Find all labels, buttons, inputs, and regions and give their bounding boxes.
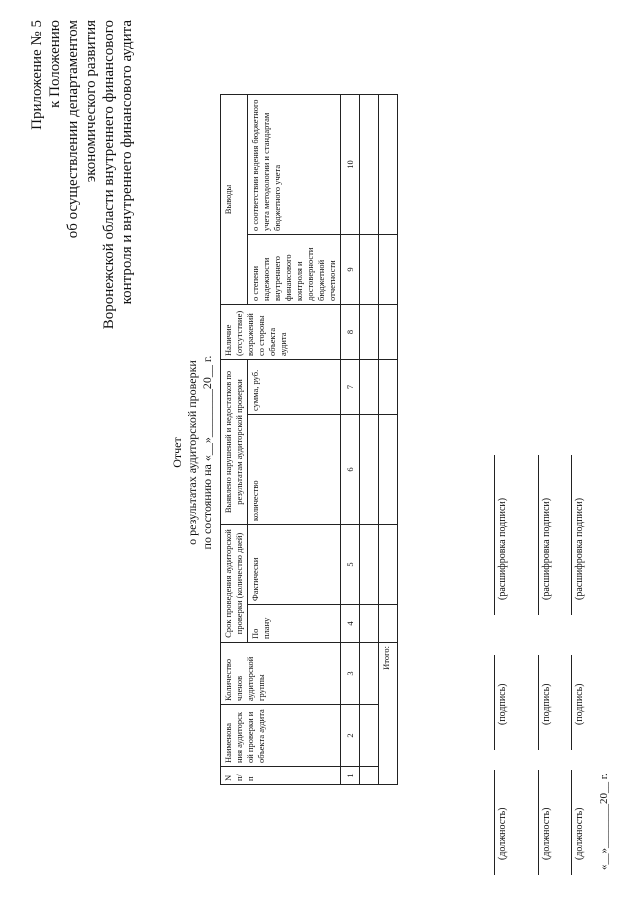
header-line: Приложение № 5 <box>29 20 45 130</box>
table-cell <box>379 94 398 234</box>
table-cell <box>360 605 379 643</box>
table-cell <box>360 643 379 705</box>
signature-label: (подпись) <box>497 683 508 725</box>
column-number: 1 <box>341 767 360 785</box>
report-subtitle: о результатах аудиторской проверки <box>185 360 199 545</box>
table-cell <box>379 360 398 415</box>
signature-label: (подпись) <box>574 683 585 725</box>
signature-label: (подпись) <box>541 683 552 725</box>
header-name: Наименова ния аудиторск ой проверки и объекта аудита <box>221 705 341 767</box>
column-number: 7 <box>341 360 360 415</box>
table-cell <box>379 235 398 305</box>
header-violations-sum: сумма, руб. <box>248 360 341 415</box>
position-label: (должность) <box>574 807 585 860</box>
signature-line <box>493 655 495 750</box>
decoding-line <box>493 455 495 615</box>
header-members: Количество членов аудиторской группы <box>221 643 341 705</box>
table-cell <box>379 605 398 643</box>
total-row <box>379 94 398 784</box>
column-number: 6 <box>341 415 360 525</box>
column-number: 5 <box>341 525 360 605</box>
audit-results-table <box>220 94 398 785</box>
header-conclusion-compliance: о соответствии ведения бюджетного учета методологии и стандартам бюджетного учета <box>248 94 341 234</box>
appendix-header <box>28 20 136 329</box>
table-cell <box>360 360 379 415</box>
header-term: Срок проведения аудиторской проверки (количество дней) <box>221 525 248 643</box>
header-objections: Наличие (отсутствие) возражений со стороны объекта аудита <box>221 305 341 360</box>
column-number: 8 <box>341 305 360 360</box>
signature-line <box>537 655 539 750</box>
column-number: 9 <box>341 235 360 305</box>
position-label: (должность) <box>541 807 552 860</box>
table-cell <box>360 235 379 305</box>
position-line <box>537 770 539 875</box>
report-title: Отчет <box>170 437 184 468</box>
header-term-fact: Фактически <box>248 525 341 605</box>
report-date-line: по состоянию на «__»________20__ г. <box>200 355 214 550</box>
table-cell <box>360 525 379 605</box>
position-line <box>493 770 495 875</box>
report-title-block <box>170 0 215 905</box>
header-conclusions: Выводы <box>221 94 248 304</box>
signature-line <box>570 655 572 750</box>
header-conclusion-reliability: о степени надежности внутреннего финансового контроля и достоверности бюджетной отчетности <box>248 235 341 305</box>
table-cell <box>360 705 379 767</box>
header-violations-count: количество <box>248 415 341 525</box>
decoding-line <box>570 455 572 615</box>
header-line: Воронежской области внутреннего финансового <box>101 20 117 330</box>
header-line: контроля и внутреннего финансового аудита <box>119 20 135 305</box>
table-cell <box>379 305 398 360</box>
table-cell <box>360 767 379 785</box>
position-label: (должность) <box>497 807 508 860</box>
table-cell <box>360 415 379 525</box>
header-term-plan: По плану <box>248 605 341 643</box>
header-violations: Выявлено нарушений и недостатков по результатам аудиторской проверки <box>221 360 248 525</box>
column-number: 10 <box>341 94 360 234</box>
header-line: к Положению <box>47 20 63 108</box>
column-number: 4 <box>341 605 360 643</box>
header-line: экономического развития <box>83 20 99 183</box>
decoding-label: (расшифровка подписи) <box>497 497 508 600</box>
header-num: N п/п <box>221 767 341 785</box>
decoding-line <box>537 455 539 615</box>
column-number-row <box>341 94 360 784</box>
position-line <box>570 770 572 875</box>
column-number: 2 <box>341 705 360 767</box>
footer-date: «__»________20__ г. <box>598 773 610 870</box>
table-cell <box>360 94 379 234</box>
total-label: Итого: <box>379 643 398 785</box>
column-number: 3 <box>341 643 360 705</box>
table-cell <box>360 305 379 360</box>
table-cell <box>379 525 398 605</box>
decoding-label: (расшифровка подписи) <box>541 497 552 600</box>
table-cell <box>379 415 398 525</box>
decoding-label: (расшифровка подписи) <box>574 497 585 600</box>
table-row <box>360 94 379 784</box>
header-line: об осуществлении департаментом <box>65 20 81 239</box>
